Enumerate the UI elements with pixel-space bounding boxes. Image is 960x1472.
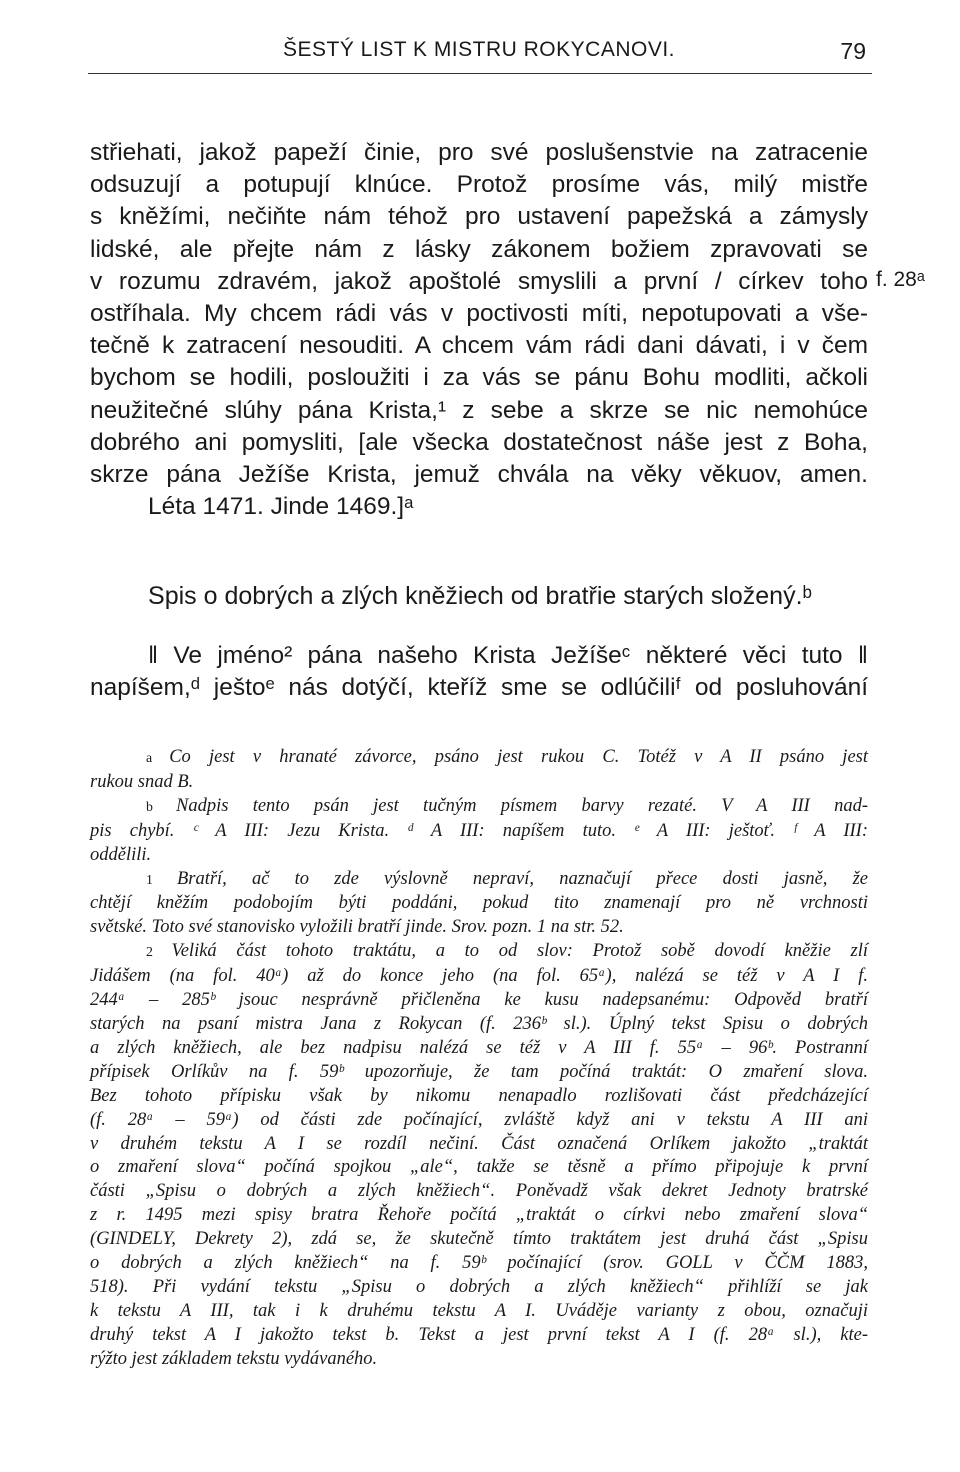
footnote-mark: 2 xyxy=(146,945,172,961)
footnote-line xyxy=(90,844,868,868)
text-line: střiehati, jakož papeží činie, pro své poslušenstvie na zatracenie xyxy=(90,139,868,166)
footnote-line xyxy=(90,965,868,989)
incipit xyxy=(90,640,868,704)
footnote-text: pis chybí. ᶜ A III: Jezu Krista. ᵈ A III: napíšem tuto. ᵉ A III: ještoť. ᶠ A III: xyxy=(90,820,868,841)
footnote-mark: 1 xyxy=(146,872,177,888)
footnote-line xyxy=(90,892,868,916)
footnote-text: v druhém tekstu A I se rozdíl nečiní. Část označená Orlíkem jakožto „traktát xyxy=(90,1133,868,1154)
footnote-line xyxy=(90,795,868,820)
footnote-line xyxy=(90,1276,868,1300)
footnote-text: o zmaření slova“ počíná spojkou „ale“, takže se těsně a přímo připojuje k první xyxy=(90,1157,868,1178)
header-rule xyxy=(88,73,872,74)
footnote-text: rýžto jest základem tekstu vydávaného. xyxy=(90,1348,378,1369)
footnote-line xyxy=(90,820,868,844)
footnote-text: Co jest v hranaté závorce, psáno jest rukou C. Totéž v A II psáno jest xyxy=(169,747,868,767)
text-line: v rozumu zdravém, jakož apoštolé smyslili a první / církev toho xyxy=(90,267,868,295)
text-line: odsuzují a potupují klnúce. Protož prosíme vás, milý mistře xyxy=(90,171,868,199)
footnote-text: části „Spisu o dobrých a zlých kněžiech“. Poněvadž však dekret Jednoty bratrské xyxy=(90,1181,868,1202)
footnote-line xyxy=(90,940,868,965)
footnote-line xyxy=(90,916,868,940)
text-line: skrze pána Ježíše Krista, jemuž chvála na věky věkuov, amen. xyxy=(90,461,868,489)
running-title: ŠESTÝ LIST K MISTRU ROKYCANOVI. xyxy=(282,38,676,61)
footnote xyxy=(90,746,868,795)
footnote-text: z r. 1495 mezi spisy bratra Řehoře počítá „traktát o církvi nebo zmaření slova“ xyxy=(90,1205,868,1226)
main-text xyxy=(90,137,868,523)
footnote-mark: b xyxy=(146,799,177,815)
footnote-line xyxy=(90,989,868,1013)
incipit-line: napíšem,ᵈ ještoᵉ nás dotýčí, kteříž sme se odlúčiliᶠ od posluhování xyxy=(90,674,868,701)
folio-margin-note: f. 28ᵃ xyxy=(876,268,925,291)
footnote xyxy=(90,795,868,868)
footnote-line xyxy=(90,1085,868,1109)
text-line: lidské, ale přejte nám z lásky zákonem božiem zpravovati se xyxy=(90,235,868,263)
footnotes xyxy=(90,746,868,1372)
text-line: bychom se hodili, posloužiti i za vás se pánu Bohu modliti, ačkoli xyxy=(90,364,868,392)
footnote-text: oddělili. xyxy=(90,844,152,865)
footnote-line xyxy=(90,1300,868,1324)
footnote-text: druhý tekst A I jakožto tekst b. Tekst a jest první tekst A I (f. 28ᵃ sl.), kte- xyxy=(90,1324,868,1345)
footnote-line xyxy=(90,1180,868,1204)
footnote-text: a zlých kněžiech, ale bez nadpisu nalézá se též v A III f. 55ᵃ – 96ᵇ. Postranní xyxy=(90,1037,868,1058)
footnote-line xyxy=(90,1324,868,1348)
text-line: ostříhala. My chcem rádi vás v poctivosti míti, nepotupovati a vše- xyxy=(90,300,868,328)
footnote-text: o dobrých a zlých kněžiech“ na f. 59ᵇ počínající (srov. GOLL v ČČM 1883, xyxy=(90,1253,868,1274)
text-line: neužitečné slúhy pána Krista,¹ z sebe a skrze se nic nemohúce xyxy=(90,396,868,424)
footnote xyxy=(90,940,868,1371)
text-line: s kněžími, nečiňte nám téhož pro ustavení papežská a zámysly xyxy=(90,203,868,231)
footnote-line xyxy=(90,1228,868,1252)
footnote-text: starých na psaní mistra Jana z Rokycan (f. 236ᵇ sl.). Úplný tekst Spisu o dobrých xyxy=(90,1013,868,1034)
text-line: tečně k zatracení nesouditi. A chcem vám rádi dani dávati, i v čem xyxy=(90,332,868,360)
footnote-text: 518). Při vydání tekstu „Spisu o dobrých a zlých kněžiech“ přihlíží se jak xyxy=(90,1276,868,1297)
footnote-line xyxy=(90,1037,868,1061)
footnote-text: Veliká část tohoto traktátu, a to od slov: Protož sobě dovodí kněžie zlí xyxy=(171,941,868,962)
footnote-line xyxy=(90,868,868,893)
footnote-line xyxy=(90,1061,868,1085)
footnote-line xyxy=(90,771,868,795)
footnote-text: k tekstu A III, tak i k druhému tekstu A I. Uváděje varianty z obou, označuji xyxy=(90,1300,868,1321)
footnote-text: světské. Toto své stanovisko vyložili bratří jinde. Srov. pozn. 1 na str. 52. xyxy=(90,917,624,938)
footnote-line xyxy=(90,1109,868,1133)
footnote-line xyxy=(90,1156,868,1180)
footnote-mark: a xyxy=(146,751,170,766)
footnote-text: přípisek Orlíkův na f. 59ᵇ upozorňuje, že tam počíná traktát: O zmaření slova. xyxy=(90,1061,868,1082)
running-header xyxy=(88,38,870,72)
footnote-text: rukou snad B. xyxy=(90,771,194,792)
footnote xyxy=(90,868,868,941)
footnote-line xyxy=(90,1133,868,1157)
footnote-text: chtějí kněžím podobojím býti poddáni, pokud tito znamenají pro ně vrchnosti xyxy=(90,893,868,914)
footnote-text: Bratří, ač to zde výslovně nepraví, naznačují přece dosti jasně, že xyxy=(176,868,868,889)
footnote-line xyxy=(90,1013,868,1037)
footnote-text: Bez tohoto přípisku však by nikomu nenapadlo rozlišovati část předcházející xyxy=(90,1085,868,1106)
footnote-text: (f. 28ᵃ – 59ᵃ) od části zde počínající, zvláště když ani v tekstu A III ani xyxy=(90,1109,868,1130)
footnote-text: Nadpis tento psán jest tučným písmem barvy rezaté. V A III nad- xyxy=(176,795,868,816)
text-line: dobrého ani pomysliti, [ale všecka dostatečnost náše jest z Boha, xyxy=(90,428,868,456)
footnote-text: Jidášem (na fol. 40ᵃ) až do konce jeho (na fol. 65ᵃ), nalézá se též v A I f. xyxy=(90,966,868,987)
footnote-text: (GINDELY, Dekrety 2), zdá se, že skutečně tímto traktátem jest druhá část „Spisu xyxy=(90,1229,868,1250)
footnote-line xyxy=(90,1348,868,1372)
footnote-text: 244ᵃ – 285ᵇ jsouc nesprávně přičleněna ke kusu nadepsanému: Odpověd bratří xyxy=(90,990,868,1011)
incipit-line: ‖ Ve jméno² pána našeho Krista Ježíšeᶜ některé věci tuto ‖ xyxy=(148,642,868,669)
footnote-line xyxy=(90,746,868,771)
date-line: Léta 1471. Jinde 1469.]ᵃ xyxy=(148,493,414,521)
section-title: Spis o dobrých a zlých kněžiech od bratřie starých složený.ᵇ xyxy=(148,582,812,610)
page-number: 79 xyxy=(840,38,866,64)
footnote-line xyxy=(90,1204,868,1228)
footnote-line xyxy=(90,1252,868,1276)
